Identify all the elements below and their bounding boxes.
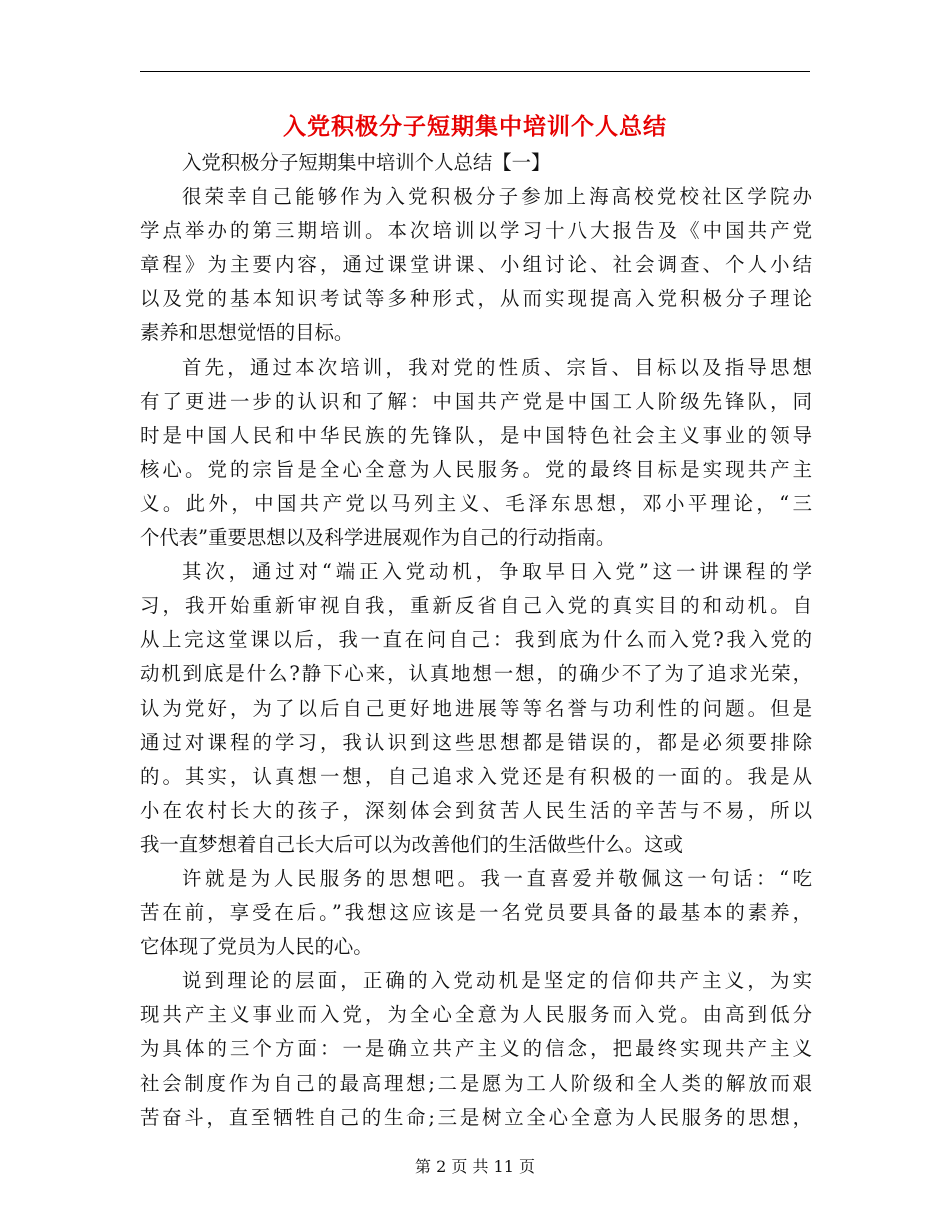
- text-line: 通过对课程的学习，我认识到这些思想都是错误的，都是必须要排除: [140, 730, 812, 754]
- text-line: 我一直梦想着自己长大后可以为改善他们的生活做些什么。这或: [140, 832, 683, 856]
- text-line: 习，我开始重新审视自我，重新反省自己入党的真实目的和动机。自: [140, 594, 812, 618]
- text-line: 动机到底是什么?静下心来，认真地想一想，的确少不了为了追求光荣，: [140, 662, 812, 686]
- text-line: 它体现了党员为人民的心。: [140, 935, 373, 959]
- text-line: 苦奋斗，直至牺牲自己的生命;三是树立全心全意为人民服务的思想，: [140, 1105, 812, 1129]
- text-line: 说到理论的层面，正确的入党动机是坚定的信仰共产主义，为实: [182, 969, 812, 993]
- text-line: 从上完这堂课以后，我一直在问自己：我到底为什么而入党?我入党的: [140, 628, 812, 652]
- text-line: 社会制度作为自己的最高理想;二是愿为工人阶级和全人类的解放而艰: [140, 1071, 812, 1095]
- text-line: 以及党的基本知识考试等多种形式，从而实现提高入党积极分子理论: [140, 287, 812, 311]
- text-line: 章程》为主要内容，通过课堂讲课、小组讨论、社会调查、个人小结: [140, 253, 812, 277]
- document-body: [140, 146, 812, 1135]
- text-line: 小在农村长大的孩子，深刻体会到贫苦人民生活的辛苦与不易，所以: [140, 798, 812, 822]
- page-number-footer: 第 2 页 共 11 页: [415, 1157, 535, 1176]
- text-line: 有了更进一步的认识和了解：中国共产党是中国工人阶级先锋队，同: [140, 389, 812, 413]
- text-line: 认为党好，为了以后自己更好地进展等等名誉与功利性的问题。但是: [140, 696, 812, 720]
- document-title: 入党积极分子短期集中培训个人总结: [283, 113, 667, 140]
- text-line: 素养和思想觉悟的目标。: [140, 321, 354, 345]
- text-line: 核心。党的宗旨是全心全意为人民服务。党的最终目标是实现共产主: [140, 457, 812, 481]
- text-line: 现共产主义事业而入党，为全心全意为人民服务而入党。由高到低分: [140, 1003, 812, 1027]
- text-line: 时是中国人民和中华民族的先锋队，是中国特色社会主义事业的领导: [140, 423, 812, 447]
- text-line: 个代表”重要思想以及科学进展观作为自己的行动指南。: [140, 526, 616, 550]
- text-line: 很荣幸自己能够作为入党积极分子参加上海高校党校社区学院办: [182, 185, 812, 209]
- text-line: 学点举办的第三期培训。本次培训以学习十八大报告及《中国共产党: [140, 219, 812, 243]
- text-line: 首先，通过本次培训，我对党的性质、宗旨、目标以及指导思想: [182, 355, 812, 379]
- text-line: 苦在前，享受在后。”我想这应该是一名党员要具备的最基本的素养，: [140, 901, 812, 925]
- text-line: 许就是为人民服务的思想吧。我一直喜爱并敬佩这一句话：“吃: [182, 866, 812, 890]
- header-rule: [140, 71, 810, 72]
- text-line: 其次，通过对“端正入党动机，争取早日入党”这一讲课程的学: [182, 560, 812, 584]
- text-line: 义。此外，中国共产党以马列主义、毛泽东思想，邓小平理论，“三: [140, 491, 812, 515]
- text-line: 的。其实，认真想一想，自己追求入党还是有积极的一面的。我是从: [140, 764, 812, 788]
- text-line: 入党积极分子短期集中培训个人总结【一】: [182, 151, 551, 174]
- text-line: 为具体的三个方面：一是确立共产主义的信念，把最终实现共产主义: [140, 1037, 812, 1061]
